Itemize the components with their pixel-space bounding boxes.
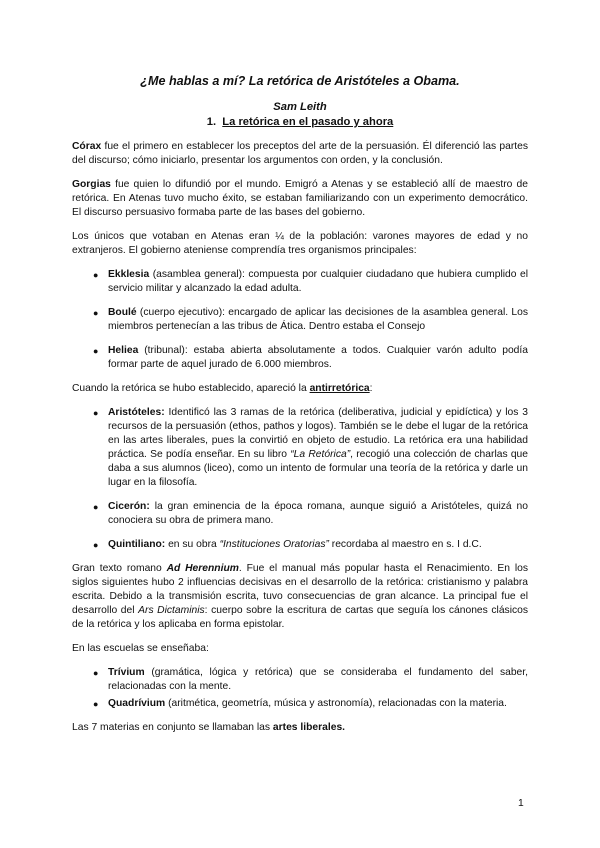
paragraph-antirretorica bbox=[72, 382, 528, 396]
term-gorgias: Gorgias bbox=[72, 179, 111, 190]
list-item-text: (aritmética, geometría, música y astronomía), relacionadas con la materia. bbox=[165, 698, 507, 709]
list-item-ciceron bbox=[72, 500, 528, 528]
list-item-ekklesia bbox=[72, 268, 528, 296]
section-heading bbox=[72, 115, 528, 129]
bullet-icon: ● bbox=[93, 408, 99, 418]
term-ciceron: Cicerón: bbox=[108, 501, 150, 512]
paragraph-text: fue el primero en establecer los preceptos del arte de la persuasión. Él diferenció las partes del discurso; cómo iniciarlo, presentar los argumentos con orden, y la conclusión. bbox=[72, 141, 528, 166]
author-name: Sam Leith bbox=[273, 101, 327, 113]
list-organismos bbox=[72, 268, 528, 372]
term-corax: Córax bbox=[72, 141, 102, 152]
punctuation: : bbox=[369, 383, 373, 394]
list-item-text: recordaba al maestro en s. I d.C. bbox=[328, 539, 482, 550]
paragraph-text: En las escuelas se enseñaba: bbox=[72, 643, 209, 654]
section-number: 1. bbox=[206, 116, 217, 128]
list-item-text: en su obra bbox=[165, 539, 220, 550]
page-number: 1 bbox=[518, 798, 524, 809]
list-item-text: (asamblea general): compuesta por cualquier ciudadano que hubiera cumplido el servicio militar y alcanzado la edad adulta. bbox=[108, 269, 528, 294]
list-item-quadrivium bbox=[72, 697, 528, 711]
list-item-trivium bbox=[72, 666, 528, 694]
term-ekklesia: Ekklesia bbox=[108, 269, 150, 280]
paragraph-text: fue quien lo difundió por el mundo. Emigró a Atenas y se estableció allí de maestro de retórica. En Atenas tuvo mucho éxito, se estaban familiarizando con un experimento democrático. El discurso persuasivo formaba parte de las bases del gobierno. bbox=[72, 179, 528, 218]
list-item-text: (cuerpo ejecutivo): encargado de aplicar las decisiones de la asamblea general. Los miembros pertenecían a las tribus de Ática. Dentro estaba el Consejo bbox=[108, 307, 528, 332]
bullet-icon: ● bbox=[93, 699, 99, 709]
document-title: ¿Me hablas a mí? La retórica de Aristóteles a Obama. bbox=[140, 74, 460, 88]
list-item-quintiliano bbox=[72, 538, 528, 552]
paragraph-corax bbox=[72, 140, 528, 168]
list-materias bbox=[72, 666, 528, 711]
bullet-icon: ● bbox=[93, 308, 99, 318]
paragraph-votantes bbox=[72, 230, 528, 258]
paragraph-text: Las 7 materias en conjunto se llamaban las bbox=[72, 722, 273, 733]
book-title: “Instituciones Oratorias” bbox=[219, 539, 329, 550]
list-item-text: (tribunal): estaba abierta absolutamente a todos. Cualquier varón adulto podía formar parte de aquel jurado de 6.000 miembros. bbox=[108, 345, 528, 370]
bullet-icon: ● bbox=[93, 270, 99, 280]
list-item-text: (gramática, lógica y retórica) que se consideraba el fundamento del saber, relacionadas con la mente. bbox=[108, 667, 528, 692]
paragraph-escuelas bbox=[72, 642, 528, 656]
paragraph-text: Los únicos que votaban en Atenas eran ¼ de la población: varones mayores de edad y no extranjeros. El gobierno ateniense comprendía tres organismos principales: bbox=[72, 231, 528, 256]
paragraph-text: . Fue el manual más popular hasta el Renacimiento. En los siglos siguientes hubo 2 influencias decisivas en el desarrollo de la retórica: cristianismo y palabra escrita. Debido a la transmisión escrita, tuvo consecuencias de gran alcance. La principal fue el desarrollo del bbox=[72, 563, 528, 616]
book-title: “La Retórica” bbox=[290, 449, 351, 460]
list-item-aristoteles bbox=[72, 406, 528, 490]
paragraph-ad-herennium bbox=[72, 562, 528, 632]
term-heliea: Heliea bbox=[108, 345, 139, 356]
list-item-text: la gran eminencia de la época romana, aunque siguió a Aristóteles, quizá no conociera su obra de primera mano. bbox=[108, 501, 528, 526]
bullet-icon: ● bbox=[93, 668, 99, 678]
list-item-text: , recogió una colección de charlas que daba a sus alumnos (liceo), como un intento de formular una teoría de la retórica y darle un lugar en la filosofía. bbox=[108, 449, 529, 488]
term-ad-herennium: Ad Herennium bbox=[166, 563, 239, 574]
list-autores bbox=[72, 406, 528, 552]
bullet-icon: ● bbox=[93, 502, 99, 512]
list-item-text: Identificó las 3 ramas de la retórica (deliberativa, judicial y epidíctica) y los 3 recursos de la persuasión (ethos, pathos y logos). También se le debe el lugar de la retórica en las artes liberales, pues la convirtió en objeto de estudio. La retórica era una habilidad práctica. Se podía enseñar. En su libro bbox=[108, 407, 528, 460]
term-quadrivium: Quadrívium bbox=[108, 698, 166, 709]
paragraph-artes-liberales bbox=[72, 721, 528, 735]
term-artes-liberales: artes liberales. bbox=[272, 722, 346, 733]
term-aristoteles: Aristóteles: bbox=[108, 407, 165, 418]
paragraph-gorgias bbox=[72, 178, 528, 220]
document-body bbox=[72, 74, 528, 745]
paragraph-text: Cuando la retórica se hubo establecido, apareció la bbox=[72, 383, 310, 394]
list-item-heliea bbox=[72, 344, 528, 372]
paragraph-text: Gran texto romano bbox=[72, 563, 167, 574]
section-title: La retórica en el pasado y ahora bbox=[222, 116, 394, 128]
list-item-boule bbox=[72, 306, 528, 334]
bullet-icon: ● bbox=[93, 346, 99, 356]
paragraph-text: : cuerpo sobre la escritura de cartas que seguía los cánones clásicos de la retórica y los aplicaba en forma epistolar. bbox=[72, 605, 529, 630]
term-antirretorica: antirretórica bbox=[309, 383, 370, 394]
term-trivium: Trívium bbox=[108, 667, 145, 678]
term-quintiliano: Quintiliano: bbox=[108, 539, 166, 550]
term-boule: Boulé bbox=[108, 307, 137, 318]
term-ars-dictaminis: Ars Dictaminis bbox=[138, 605, 205, 616]
bullet-icon: ● bbox=[93, 540, 99, 550]
